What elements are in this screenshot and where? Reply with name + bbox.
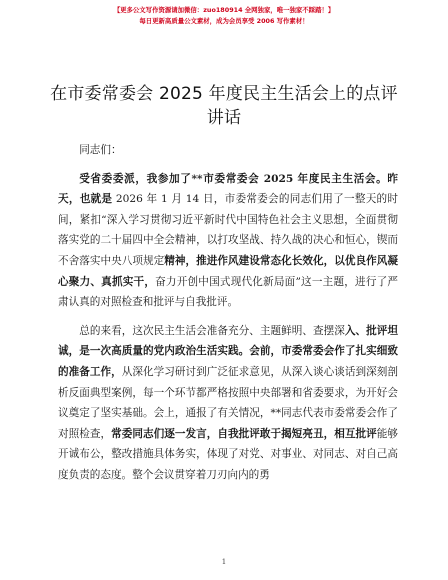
bold-text-segment: 受省委委派，我参加了**市委常委会 2025 年度民主生活会。昨天，也就是 xyxy=(58,172,398,206)
promo-banner-line1: 【更多公文写作资源请加微信：zuo180914 全网独家，唯一独家不踩踏！】 xyxy=(113,6,335,14)
promo-banner-line2: 每日更新高质量公文素材，成为会员享受 2006 写作素材！ xyxy=(139,17,309,25)
paragraph-list xyxy=(58,169,398,486)
text-segment: 奋力开创中国式现代化新局面”这一主题，进行了严肃认真的对照检查和批评与自我批评。 xyxy=(58,275,398,309)
salutation: 同志们： xyxy=(79,144,122,156)
body-paragraph xyxy=(58,169,398,313)
bold-text-segment: 入、批评坦诚，是一次高质量的党内政治生活实践。会前，市委常委会作了扎实细致的准备工作， xyxy=(58,324,399,378)
promo-banner xyxy=(0,5,448,27)
body-paragraph xyxy=(58,321,398,486)
document-title: 在市委常委会 2025 年度民主生活会上的点评讲话 xyxy=(50,84,398,128)
text-segment: 能够开诚布公，整改措施具体务实，体现了对党、对事业、对同志、对自己高度负责的态度。整个会议贯穿着刀刃向内的勇 xyxy=(58,427,399,481)
document-body xyxy=(58,140,398,494)
text-segment: 总的来看，这次民主生活会准备充分、主题鲜明、查摆深 xyxy=(79,324,345,337)
bold-text-segment: 精神，推进作风建设常态化长效化，以优良作风凝心聚力、真抓实干， xyxy=(58,254,399,288)
text-segment: 从深化学习研讨到广泛征求意见，从深入谈心谈话到深刻剖析反面典型案例，每一个环节都严格按照中央部署和省委要求，为开好会议奠定了坚实基础。会上，通报了有关情况，**同志代表市委常委会作了对照检查， xyxy=(58,365,399,440)
bold-text-segment: 常委同志们逐一发言，自我批评敢于揭短亮丑，相互批评 xyxy=(111,427,377,440)
page-number: 1 xyxy=(221,558,227,566)
text-segment: 2026 年 1 月 14 日，市委常委会的同志们用了一整天的时间，紧扣“深入学习贯彻习近平新时代中国特色社会主义思想，全面贯彻落实党的二十届四中全会精神，以打攻坚战、持久战的决心和恒心，锲而不舍落实中央八项规定 xyxy=(58,193,398,267)
